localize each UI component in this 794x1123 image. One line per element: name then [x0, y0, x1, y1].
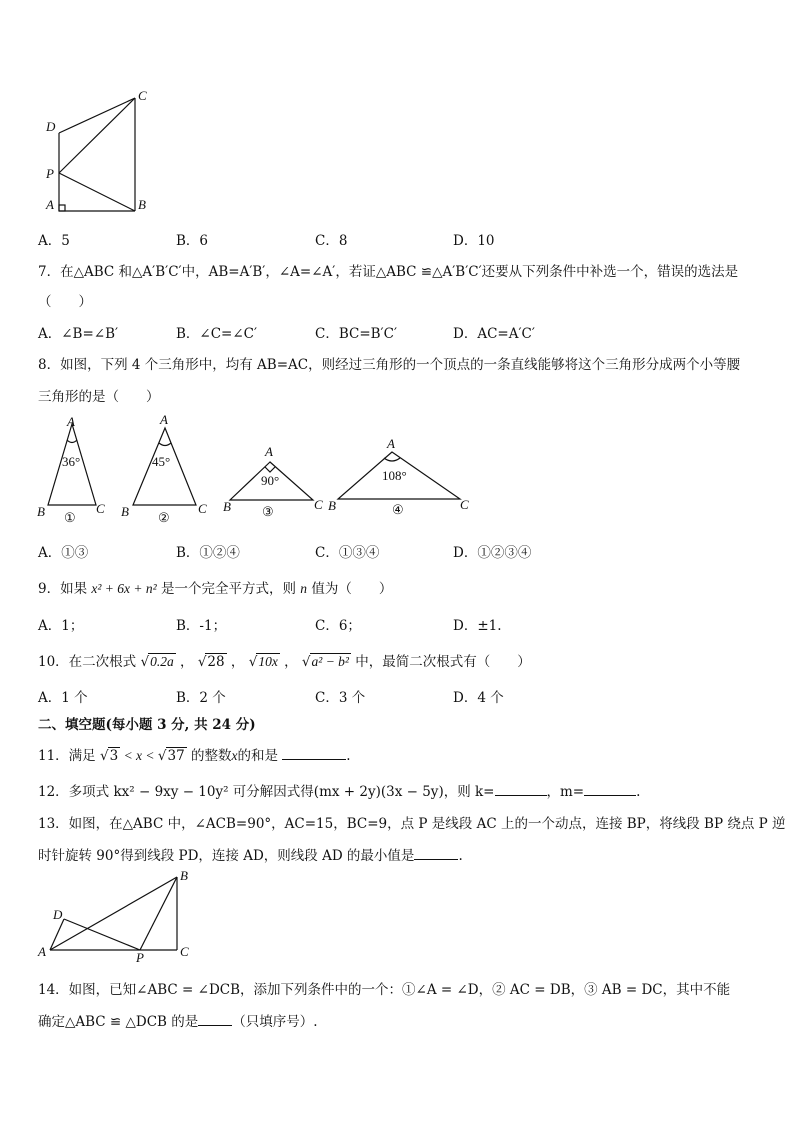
q8-option-d: D．①②③④: [453, 545, 532, 561]
q7-paren: （ ）: [38, 294, 92, 310]
q11-radical-2: √37: [157, 748, 185, 764]
q10-text: 10．在二次根式 √0.2a ， √28 ， √10x ， √a² − b² 中，最简二次根式有（ ）: [38, 654, 531, 670]
t4-label-A: A: [387, 436, 395, 451]
q8-option-c: C．①③④: [315, 545, 380, 561]
q10-prefix: 10．在二次根式: [38, 654, 137, 670]
t1-number: ①: [64, 510, 76, 525]
t1-label-A: A: [67, 414, 75, 429]
t3-angle: 90°: [261, 473, 280, 488]
q7-option-d: D．AC=A′C′: [453, 326, 535, 342]
t1-angle: 36°: [62, 454, 81, 469]
fig13-label-P: P: [136, 950, 144, 962]
q7-option-b: B．∠C=∠C′: [176, 326, 258, 342]
t3-label-C: C: [314, 497, 323, 512]
figure-triangles: [30, 410, 480, 530]
fig13-label-B: B: [180, 868, 188, 883]
t4-label-B: B: [328, 498, 336, 513]
t2-label-C: C: [198, 501, 207, 516]
q13-text-line2: 时针旋转 90°得到线段 PD，连接 AD，则线段 AD 的最小值是 .: [38, 848, 463, 864]
q10-radical-2: √28: [197, 654, 225, 670]
label-A: A: [46, 197, 54, 212]
t1-label-C: C: [96, 501, 105, 516]
q9-option-c: C．6；: [315, 618, 361, 634]
q8-option-a: A．①③: [38, 545, 89, 561]
q11-radical-1: √3: [99, 748, 119, 764]
q9-option-a: A．1；: [38, 618, 84, 634]
fig13-label-A: A: [38, 944, 46, 959]
q7-option-c: C．BC=B′C′: [315, 326, 398, 342]
q10-option-d: D．4 个: [453, 690, 504, 706]
q12-text: 12．多项式 kx² − 9xy − 10y² 可分解因式得(mx + 2y)(3x − 5y)，则 k= ，m= .: [38, 784, 641, 800]
figure-triangle-abc-p: [30, 862, 210, 962]
t2-label-B: B: [121, 504, 129, 519]
q9-option-d: D．±1.: [453, 618, 502, 634]
fig13-label-C: C: [180, 944, 189, 959]
q11-text: 11．满足 √3 < x < √37 的整数x的和是 .: [38, 748, 351, 764]
q8-text-line1: 8．如图，下列 4 个三角形中，均有 AB=AC，则经过三角形的一个顶点的一条直线能够将这个三角形分成两个小等腰: [38, 357, 741, 373]
q14-answer-blank[interactable]: [198, 1013, 232, 1026]
q9-var: n: [300, 581, 308, 596]
t3-label-B: B: [223, 499, 231, 514]
q9-expression: x² + 6x + n²: [91, 581, 157, 596]
t1-label-B: B: [37, 504, 45, 519]
q7-option-a: A．∠B=∠B′: [38, 326, 119, 342]
t2-label-A: A: [160, 412, 168, 427]
q10-option-b: B．2 个: [176, 690, 226, 706]
q6-option-c: C．8: [315, 233, 348, 249]
q6-option-b: B．6: [176, 233, 209, 249]
label-C: C: [138, 88, 147, 103]
t4-angle: 108°: [382, 468, 407, 483]
q10-suffix: 中，最简二次根式有（ ）: [355, 654, 531, 670]
label-P: P: [46, 166, 54, 181]
section-title: 二、填空题(每小题 3 分, 共 24 分): [38, 717, 256, 733]
q9-suffix2: 值为（ ）: [311, 581, 393, 597]
q12-answer-blank-k[interactable]: [495, 783, 547, 796]
t2-angle: 45°: [152, 454, 171, 469]
q10-option-a: A．1 个: [38, 690, 88, 706]
q10-radical-1: √0.2a: [140, 654, 174, 670]
q13-text-line1: 13．如图，在△ABC 中，∠ACB=90°，AC=15，BC=9，点 P 是线段 AC 上的一个动点，连接 BP，将线段 BP 绕点 P 逆: [38, 816, 786, 832]
label-D: D: [46, 119, 56, 134]
q9-option-b: B．-1；: [176, 618, 227, 634]
t2-number: ②: [158, 510, 170, 525]
t4-number: ④: [392, 502, 404, 517]
q6-option-a: A．5: [38, 233, 70, 249]
q12-answer-blank-m[interactable]: [584, 783, 636, 796]
q8-option-b: B．①②④: [176, 545, 240, 561]
q10-radical-4: √a² − b²: [301, 654, 349, 670]
q6-option-d: D．10: [453, 233, 495, 249]
q11-answer-blank[interactable]: [282, 747, 346, 760]
q8-text-line2: 三角形的是（ ）: [38, 389, 160, 405]
t4-label-C: C: [460, 497, 469, 512]
t3-number: ③: [262, 504, 274, 519]
figure-quadrilateral: [40, 85, 160, 220]
q10-radical-3: √10x: [248, 654, 278, 670]
q7-text: 7．在△ABC 和△A′B′C′中，AB=A′B′，∠A=∠A′，若证△ABC ≌△A′B′C′还要从下列条件中补选一个，错误的选法是: [38, 264, 739, 280]
t3-label-A: A: [265, 444, 273, 459]
q9-text: [38, 577, 392, 597]
q14-text-line2: 确定△ABC ≌ △DCB 的是 （只填序号）.: [38, 1014, 318, 1030]
q9-suffix: 是一个完全平方式，则: [161, 581, 296, 597]
fig13-label-D: D: [53, 907, 63, 922]
q9-prefix: 9．如果: [38, 581, 88, 597]
q10-option-c: C．3 个: [315, 690, 366, 706]
q13-answer-blank[interactable]: [414, 847, 458, 860]
q14-text-line1: 14．如图，已知∠ABC = ∠DCB，添加下列条件中的一个：①∠A = ∠D，② AC = DB，③ AB = DC，其中不能: [38, 982, 731, 998]
label-B: B: [138, 197, 146, 212]
